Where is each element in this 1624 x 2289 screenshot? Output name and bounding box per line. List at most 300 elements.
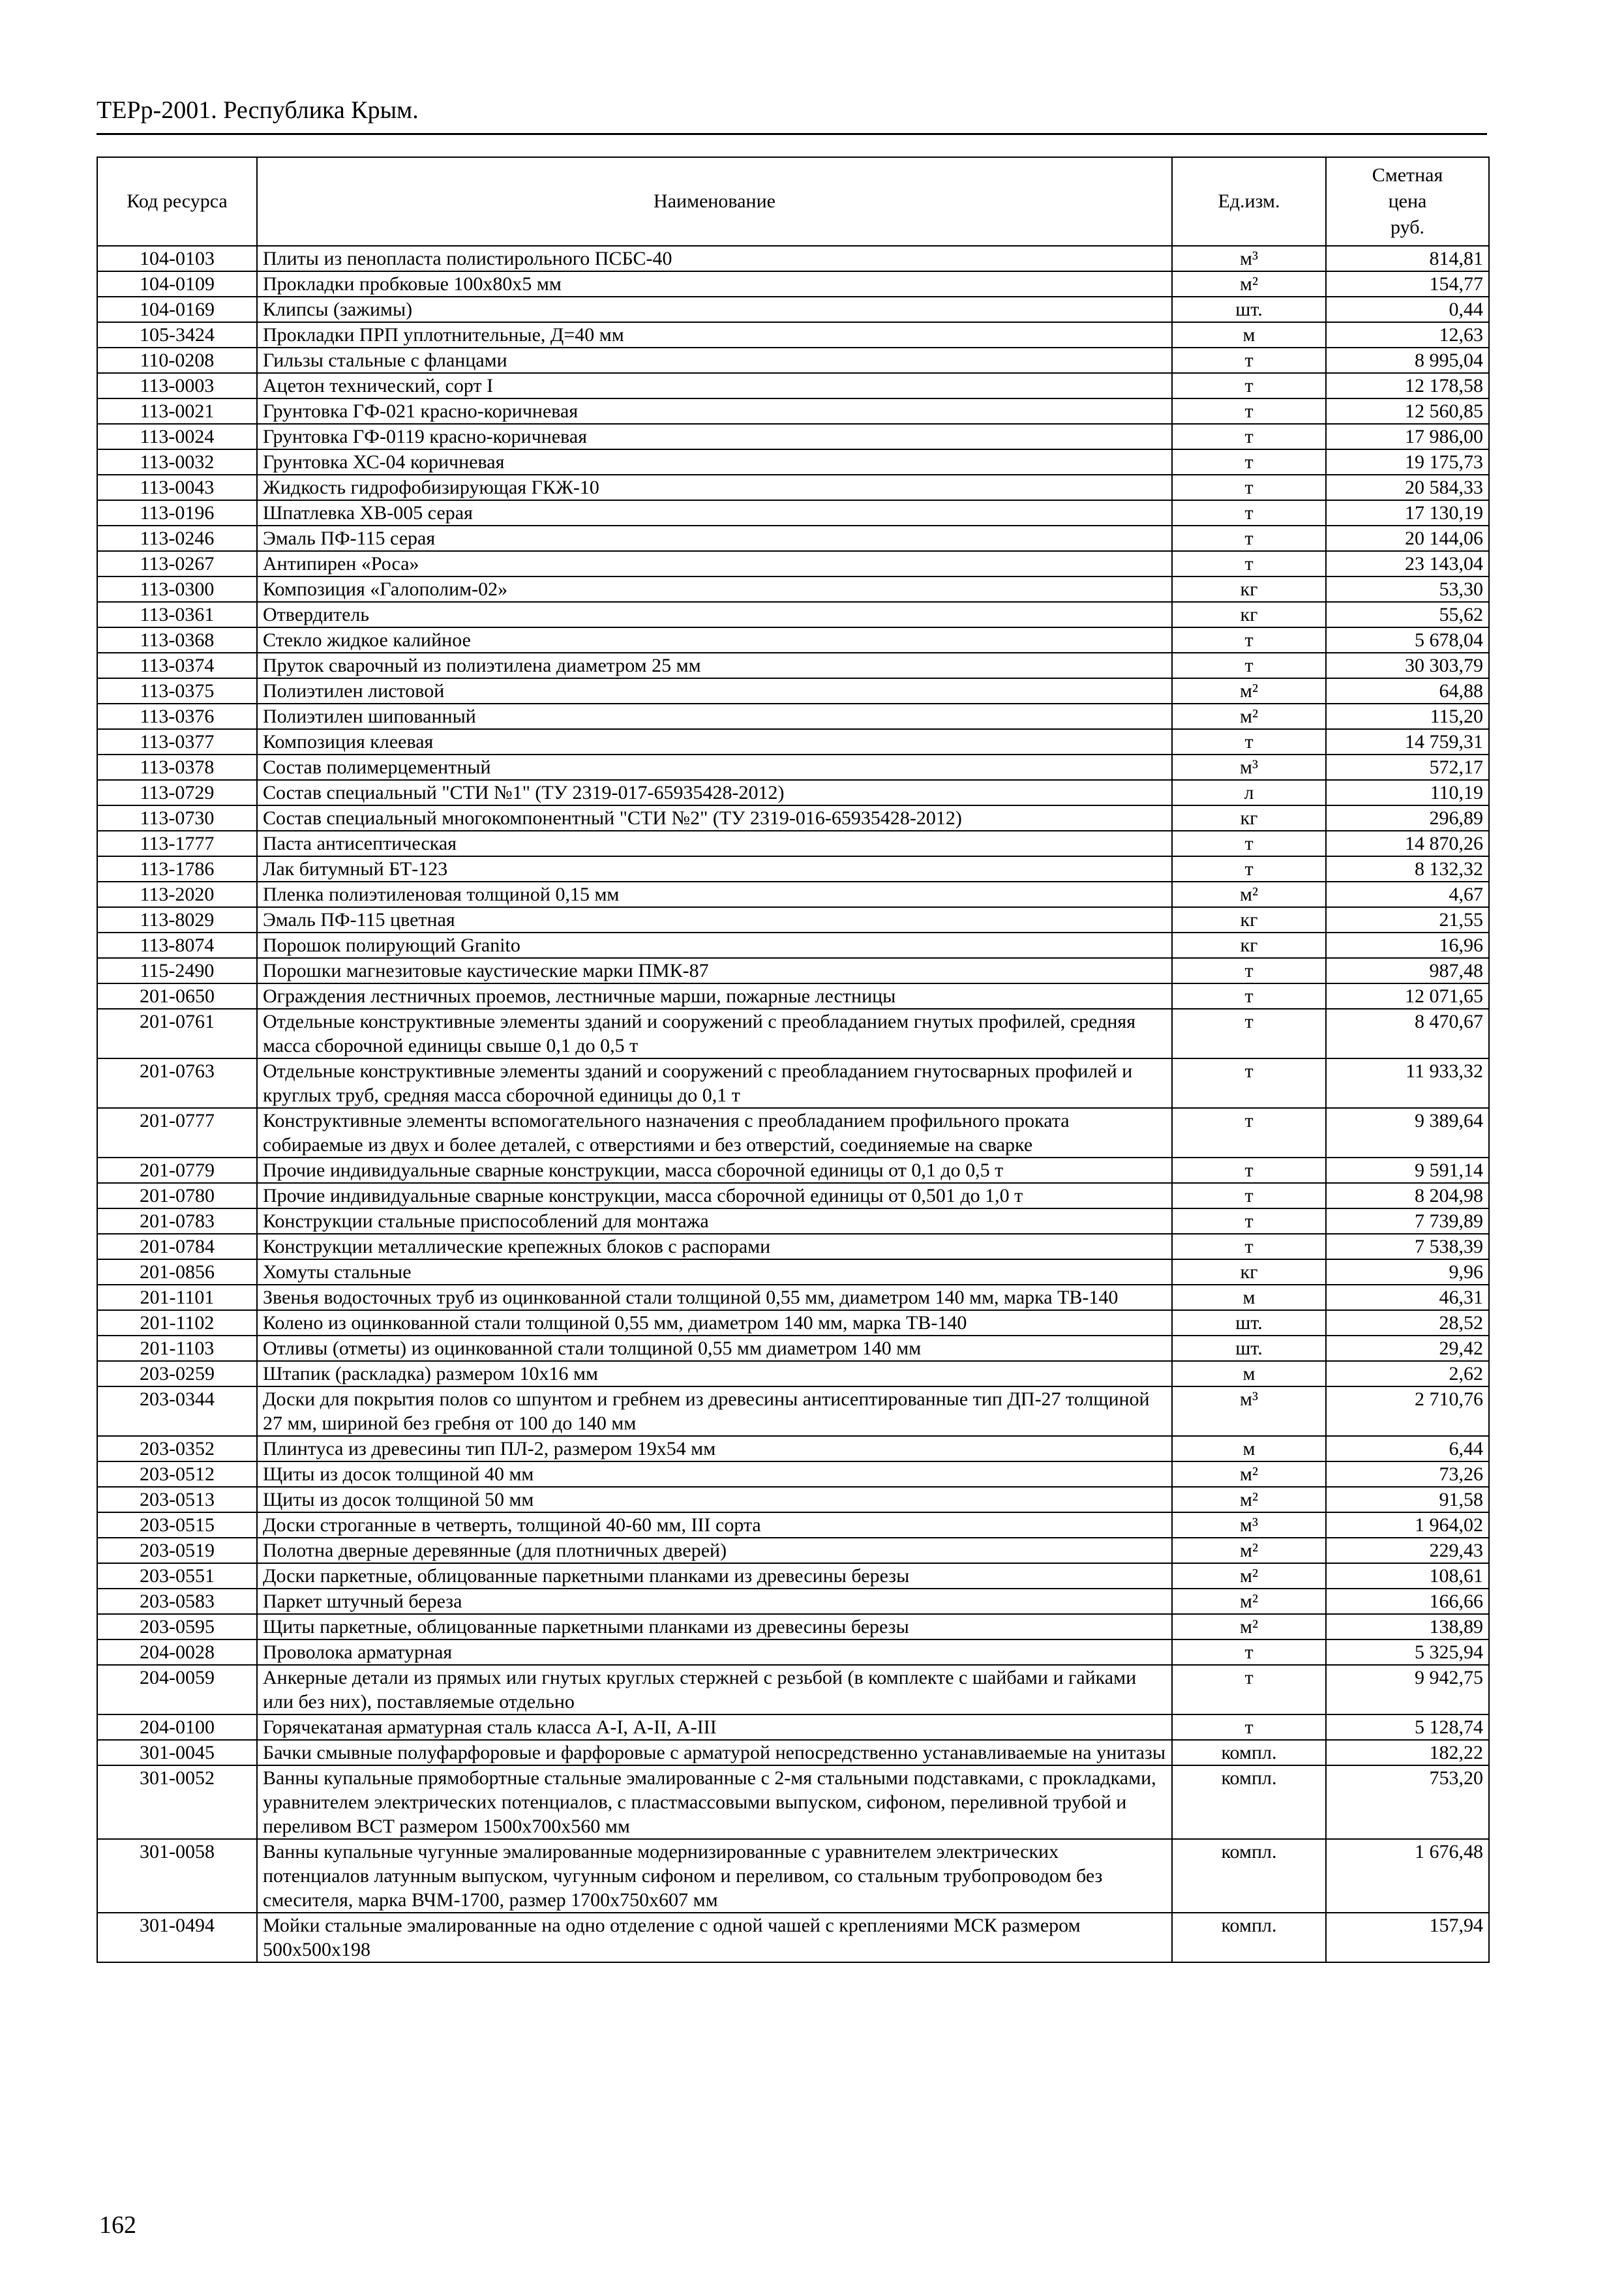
estimated-price-cell: 53,30	[1326, 576, 1489, 602]
estimated-price-cell: 1 964,02	[1326, 1512, 1489, 1538]
resource-name-cell: Анкерные детали из прямых или гнутых круглых стержней с резьбой (в комплекте с шайбами и гайками или без них), поставляемые отдельно	[257, 1665, 1172, 1714]
table-row	[97, 653, 1489, 678]
table-row	[97, 1740, 1489, 1765]
resource-name-cell: Пруток сварочный из полиэтилена диаметром 25 мм	[257, 653, 1172, 678]
estimated-price-cell: 753,20	[1326, 1765, 1489, 1839]
estimated-price-cell: 110,19	[1326, 780, 1489, 805]
resource-code-cell: 113-0368	[97, 627, 257, 653]
unit-cell: кг	[1172, 805, 1326, 831]
resource-name-cell: Пленка полиэтиленовая толщиной 0,15 мм	[257, 882, 1172, 907]
table-row	[97, 1183, 1489, 1208]
table-row	[97, 1285, 1489, 1310]
table-row	[97, 297, 1489, 322]
unit-cell: т	[1172, 526, 1326, 551]
resource-code-cell: 113-0024	[97, 424, 257, 449]
estimated-price-cell: 29,42	[1326, 1336, 1489, 1361]
unit-cell: т	[1172, 348, 1326, 373]
table-row	[97, 1058, 1489, 1108]
resource-name-cell: Состав специальный "СТИ №1" (ТУ 2319-017-65935428-2012)	[257, 780, 1172, 805]
resource-code-cell: 201-1101	[97, 1285, 257, 1310]
estimated-price-cell: 987,48	[1326, 958, 1489, 983]
resource-name-cell: Доски паркетные, облицованные паркетными планками из древесины березы	[257, 1563, 1172, 1589]
table-header-row	[97, 157, 1489, 246]
resource-name-cell: Ванны купальные прямобортные стальные эмалированные с 2-мя стальными подставками, с прокладками, уравнителем электрических потенциалов, с пластмассовыми выпуском, сифоном, переливной трубой и переливом ВСТ размером 1500х700х560 мм	[257, 1765, 1172, 1839]
resource-code-cell: 113-0267	[97, 551, 257, 576]
resource-code-cell: 201-0777	[97, 1108, 257, 1158]
price-table-body	[97, 246, 1489, 1962]
estimated-price-cell: 572,17	[1326, 755, 1489, 780]
unit-cell: м²	[1172, 678, 1326, 704]
table-row	[97, 1361, 1489, 1386]
unit-cell: т	[1172, 856, 1326, 882]
resource-code-cell: 113-0032	[97, 449, 257, 475]
estimated-price-cell: 2,62	[1326, 1361, 1489, 1386]
resource-name-cell: Бачки смывные полуфарфоровые и фарфоровые с арматурой непосредственно устанавливаемые на унитазы	[257, 1740, 1172, 1765]
estimated-price-cell: 7 538,39	[1326, 1234, 1489, 1259]
resource-code-cell: 203-0352	[97, 1436, 257, 1461]
resource-name-cell: Клипсы (зажимы)	[257, 297, 1172, 322]
resource-name-cell: Грунтовка ГФ-0119 красно-коричневая	[257, 424, 1172, 449]
resource-code-cell: 115-2490	[97, 958, 257, 983]
estimated-price-cell: 154,77	[1326, 271, 1489, 297]
resource-name-cell: Ограждения лестничных проемов, лестничные марши, пожарные лестницы	[257, 983, 1172, 1009]
resource-code-cell: 201-0784	[97, 1234, 257, 1259]
unit-cell: кг	[1172, 576, 1326, 602]
resource-code-cell: 203-0595	[97, 1614, 257, 1639]
resource-code-cell: 203-0583	[97, 1589, 257, 1614]
resource-name-cell: Антипирен «Роса»	[257, 551, 1172, 576]
table-row	[97, 424, 1489, 449]
unit-cell: м²	[1172, 882, 1326, 907]
unit-cell: м²	[1172, 1614, 1326, 1639]
resource-code-cell: 105-3424	[97, 322, 257, 348]
resource-name-cell: Плиты из пенопласта полистирольного ПСБС-40	[257, 246, 1172, 271]
resource-code-cell: 201-1103	[97, 1336, 257, 1361]
unit-cell: т	[1172, 983, 1326, 1009]
resource-name-cell: Штапик (раскладка) размером 10х16 мм	[257, 1361, 1172, 1386]
table-row	[97, 907, 1489, 933]
table-row	[97, 1208, 1489, 1234]
resource-code-cell: 113-0729	[97, 780, 257, 805]
estimated-price-cell: 12 071,65	[1326, 983, 1489, 1009]
unit-cell: т	[1172, 1009, 1326, 1058]
table-row	[97, 1336, 1489, 1361]
page-header-title: ТЕРр-2001. Республика Крым.	[97, 97, 419, 124]
table-row	[97, 755, 1489, 780]
estimated-price-cell: 8 204,98	[1326, 1183, 1489, 1208]
resource-code-cell: 113-0374	[97, 653, 257, 678]
table-row	[97, 856, 1489, 882]
unit-cell: т	[1172, 373, 1326, 398]
table-row	[97, 1765, 1489, 1839]
unit-cell: компл.	[1172, 1765, 1326, 1839]
estimated-price-cell: 12 560,85	[1326, 398, 1489, 424]
table-row	[97, 1665, 1489, 1714]
table-row	[97, 322, 1489, 348]
resource-code-cell: 113-0361	[97, 602, 257, 627]
resource-name-cell: Паркет штучный береза	[257, 1589, 1172, 1614]
table-row	[97, 831, 1489, 856]
unit-cell: т	[1172, 1183, 1326, 1208]
resource-name-cell: Гильзы стальные с фланцами	[257, 348, 1172, 373]
table-row	[97, 1714, 1489, 1740]
resource-code-cell: 301-0052	[97, 1765, 257, 1839]
unit-cell: кг	[1172, 933, 1326, 958]
resource-code-cell: 301-0045	[97, 1740, 257, 1765]
resource-name-cell: Доски для покрытия полов со шпунтом и гребнем из древесины антисептированные тип ДП-27 толщиной 27 мм, шириной без гребня от 100 до 140 мм	[257, 1386, 1172, 1436]
table-row	[97, 373, 1489, 398]
resource-name-cell: Щиты из досок толщиной 40 мм	[257, 1461, 1172, 1487]
table-row	[97, 1436, 1489, 1461]
table-row	[97, 1614, 1489, 1639]
unit-cell: т	[1172, 398, 1326, 424]
unit-cell: т	[1172, 1208, 1326, 1234]
resource-code-cell: 201-0763	[97, 1058, 257, 1108]
resource-code-cell: 113-0376	[97, 704, 257, 729]
unit-cell: т	[1172, 449, 1326, 475]
header-divider	[97, 133, 1487, 135]
estimated-price-cell: 5 128,74	[1326, 1714, 1489, 1740]
estimated-price-cell: 20 144,06	[1326, 526, 1489, 551]
unit-cell: т	[1172, 1714, 1326, 1740]
resource-name-cell: Отливы (отметы) из оцинкованной стали толщиной 0,55 мм диаметром 140 мм	[257, 1336, 1172, 1361]
unit-cell: т	[1172, 1665, 1326, 1714]
resource-code-cell: 113-0003	[97, 373, 257, 398]
estimated-price-cell: 17 986,00	[1326, 424, 1489, 449]
column-header-name: Наименование	[257, 157, 1172, 246]
table-row	[97, 1487, 1489, 1512]
resource-name-cell: Прокладки пробковые 100х80х5 мм	[257, 271, 1172, 297]
table-row	[97, 933, 1489, 958]
resource-name-cell: Колено из оцинкованной стали толщиной 0,55 мм, диаметром 140 мм, марка ТВ-140	[257, 1310, 1172, 1336]
resource-code-cell: 201-0856	[97, 1259, 257, 1285]
table-row	[97, 1639, 1489, 1665]
resource-code-cell: 201-0650	[97, 983, 257, 1009]
resource-name-cell: Лак битумный БТ-123	[257, 856, 1172, 882]
unit-cell: т	[1172, 1158, 1326, 1183]
estimated-price-cell: 19 175,73	[1326, 449, 1489, 475]
estimated-price-cell: 166,66	[1326, 1589, 1489, 1614]
estimated-price-cell: 157,94	[1326, 1913, 1489, 1962]
estimated-price-cell: 9 942,75	[1326, 1665, 1489, 1714]
unit-cell: т	[1172, 424, 1326, 449]
estimated-price-cell: 2 710,76	[1326, 1386, 1489, 1436]
unit-cell: т	[1172, 627, 1326, 653]
resource-name-cell: Доски строганные в четверть, толщиной 40-60 мм, III сорта	[257, 1512, 1172, 1538]
table-row	[97, 1108, 1489, 1158]
resource-name-cell: Прокладки ПРП уплотнительные, Д=40 мм	[257, 322, 1172, 348]
resource-name-cell: Эмаль ПФ-115 серая	[257, 526, 1172, 551]
resource-code-cell: 204-0059	[97, 1665, 257, 1714]
resource-code-cell: 104-0169	[97, 297, 257, 322]
resource-name-cell: Грунтовка ГФ-021 красно-коричневая	[257, 398, 1172, 424]
estimated-price-cell: 4,67	[1326, 882, 1489, 907]
resource-name-cell: Полиэтилен шипованный	[257, 704, 1172, 729]
estimated-price-cell: 17 130,19	[1326, 500, 1489, 526]
resource-name-cell: Конструкции металлические крепежных блоков с распорами	[257, 1234, 1172, 1259]
unit-cell: т	[1172, 729, 1326, 755]
table-row	[97, 271, 1489, 297]
column-header-code: Код ресурса	[97, 157, 257, 246]
unit-cell: т	[1172, 1108, 1326, 1158]
table-row	[97, 882, 1489, 907]
unit-cell: м²	[1172, 271, 1326, 297]
unit-cell: т	[1172, 1234, 1326, 1259]
resource-code-cell: 203-0551	[97, 1563, 257, 1589]
resource-name-cell: Состав полимерцементный	[257, 755, 1172, 780]
table-row	[97, 627, 1489, 653]
table-row	[97, 1913, 1489, 1962]
resource-name-cell: Эмаль ПФ-115 цветная	[257, 907, 1172, 933]
resource-name-cell: Композиция «Галополим-02»	[257, 576, 1172, 602]
resource-code-cell: 201-0779	[97, 1158, 257, 1183]
unit-cell: т	[1172, 500, 1326, 526]
unit-cell: м²	[1172, 1461, 1326, 1487]
resource-name-cell: Звенья водосточных труб из оцинкованной стали толщиной 0,55 мм, диаметром 140 мм, марка ТВ-140	[257, 1285, 1172, 1310]
resource-code-cell: 203-0515	[97, 1512, 257, 1538]
estimated-price-cell: 20 584,33	[1326, 475, 1489, 500]
resource-name-cell: Прочие индивидуальные сварные конструкции, масса сборочной единицы от 0,1 до 0,5 т	[257, 1158, 1172, 1183]
table-row	[97, 958, 1489, 983]
table-row	[97, 1009, 1489, 1058]
unit-cell: м	[1172, 322, 1326, 348]
unit-cell: м²	[1172, 1487, 1326, 1512]
table-row	[97, 1538, 1489, 1563]
resource-code-cell: 113-0375	[97, 678, 257, 704]
resource-name-cell: Горячекатаная арматурная сталь класса А-I, А-II, А-III	[257, 1714, 1172, 1740]
table-row	[97, 602, 1489, 627]
unit-cell: м²	[1172, 1589, 1326, 1614]
resource-code-cell: 104-0103	[97, 246, 257, 271]
resource-name-cell: Полиэтилен листовой	[257, 678, 1172, 704]
table-row	[97, 551, 1489, 576]
resource-name-cell: Проволока арматурная	[257, 1639, 1172, 1665]
resource-code-cell: 113-8029	[97, 907, 257, 933]
estimated-price-cell: 14 759,31	[1326, 729, 1489, 755]
unit-cell: л	[1172, 780, 1326, 805]
resource-code-cell: 204-0028	[97, 1639, 257, 1665]
estimated-price-cell: 21,55	[1326, 907, 1489, 933]
table-row	[97, 1589, 1489, 1614]
resource-code-cell: 113-0196	[97, 500, 257, 526]
resource-name-cell: Отвердитель	[257, 602, 1172, 627]
resource-code-cell: 113-2020	[97, 882, 257, 907]
table-row	[97, 1234, 1489, 1259]
resource-name-cell: Конструкции стальные приспособлений для монтажа	[257, 1208, 1172, 1234]
table-row	[97, 1386, 1489, 1436]
unit-cell: т	[1172, 831, 1326, 856]
unit-cell: м²	[1172, 1563, 1326, 1589]
estimated-price-cell: 64,88	[1326, 678, 1489, 704]
table-row	[97, 805, 1489, 831]
estimated-price-cell: 9 389,64	[1326, 1108, 1489, 1158]
estimated-price-cell: 1 676,48	[1326, 1839, 1489, 1913]
unit-cell: компл.	[1172, 1839, 1326, 1913]
estimated-price-cell: 28,52	[1326, 1310, 1489, 1336]
estimated-price-cell: 5 678,04	[1326, 627, 1489, 653]
resource-code-cell: 203-0259	[97, 1361, 257, 1386]
page-number: 162	[99, 2211, 136, 2239]
estimated-price-cell: 55,62	[1326, 602, 1489, 627]
resource-code-cell: 113-1786	[97, 856, 257, 882]
table-row	[97, 246, 1489, 271]
resource-code-cell: 113-1777	[97, 831, 257, 856]
resource-name-cell: Порошки магнезитовые каустические марки ПМК-87	[257, 958, 1172, 983]
resource-name-cell: Ацетон технический, сорт I	[257, 373, 1172, 398]
table-row	[97, 780, 1489, 805]
unit-cell: шт.	[1172, 297, 1326, 322]
resource-code-cell: 113-0021	[97, 398, 257, 424]
estimated-price-cell: 182,22	[1326, 1740, 1489, 1765]
resource-name-cell: Композиция клеевая	[257, 729, 1172, 755]
resource-code-cell: 301-0058	[97, 1839, 257, 1913]
unit-cell: т	[1172, 1058, 1326, 1108]
resource-name-cell: Порошок полирующий Granito	[257, 933, 1172, 958]
unit-cell: кг	[1172, 602, 1326, 627]
table-row	[97, 1563, 1489, 1589]
table-row	[97, 500, 1489, 526]
table-row	[97, 983, 1489, 1009]
table-row	[97, 475, 1489, 500]
resource-code-cell: 110-0208	[97, 348, 257, 373]
estimated-price-cell: 16,96	[1326, 933, 1489, 958]
estimated-price-cell: 8 470,67	[1326, 1009, 1489, 1058]
estimated-price-cell: 6,44	[1326, 1436, 1489, 1461]
estimated-price-cell: 46,31	[1326, 1285, 1489, 1310]
estimated-price-cell: 9 591,14	[1326, 1158, 1489, 1183]
column-header-unit: Ед.изм.	[1172, 157, 1326, 246]
resource-code-cell: 201-0783	[97, 1208, 257, 1234]
resource-name-cell: Отдельные конструктивные элементы зданий и сооружений с преобладанием гнутосварных профилей и круглых труб, средняя масса сборочной единицы до 0,1 т	[257, 1058, 1172, 1108]
table-row	[97, 704, 1489, 729]
estimated-price-cell: 0,44	[1326, 297, 1489, 322]
unit-cell: т	[1172, 1639, 1326, 1665]
resource-code-cell: 113-0300	[97, 576, 257, 602]
unit-cell: м	[1172, 1436, 1326, 1461]
unit-cell: м	[1172, 1361, 1326, 1386]
unit-cell: шт.	[1172, 1336, 1326, 1361]
table-row	[97, 729, 1489, 755]
estimated-price-cell: 296,89	[1326, 805, 1489, 831]
resource-code-cell: 113-0377	[97, 729, 257, 755]
estimated-price-cell: 7 739,89	[1326, 1208, 1489, 1234]
table-row	[97, 576, 1489, 602]
unit-cell: м³	[1172, 246, 1326, 271]
estimated-price-cell: 23 143,04	[1326, 551, 1489, 576]
estimated-price-cell: 9,96	[1326, 1259, 1489, 1285]
table-row	[97, 1310, 1489, 1336]
unit-cell: м³	[1172, 1512, 1326, 1538]
estimated-price-cell: 138,89	[1326, 1614, 1489, 1639]
resource-code-cell: 113-0246	[97, 526, 257, 551]
unit-cell: т	[1172, 551, 1326, 576]
unit-cell: шт.	[1172, 1310, 1326, 1336]
table-row	[97, 678, 1489, 704]
unit-cell: т	[1172, 653, 1326, 678]
table-row	[97, 398, 1489, 424]
estimated-price-cell: 229,43	[1326, 1538, 1489, 1563]
estimated-price-cell: 11 933,32	[1326, 1058, 1489, 1108]
resource-code-cell: 203-0344	[97, 1386, 257, 1436]
resource-name-cell: Мойки стальные эмалированные на одно отделение с одной чашей с креплениями МСК размером 500х500х198	[257, 1913, 1172, 1962]
table-row	[97, 526, 1489, 551]
resource-code-cell: 113-8074	[97, 933, 257, 958]
resource-name-cell: Отдельные конструктивные элементы зданий и сооружений с преобладанием гнутых профилей, средняя масса сборочной единицы свыше 0,1 до 0,5 т	[257, 1009, 1172, 1058]
resource-name-cell: Плинтуса из древесины тип ПЛ-2, размером 19х54 мм	[257, 1436, 1172, 1461]
estimated-price-cell: 30 303,79	[1326, 653, 1489, 678]
unit-cell: кг	[1172, 1259, 1326, 1285]
resource-name-cell: Стекло жидкое калийное	[257, 627, 1172, 653]
unit-cell: компл.	[1172, 1913, 1326, 1962]
resource-code-cell: 203-0519	[97, 1538, 257, 1563]
unit-cell: т	[1172, 475, 1326, 500]
unit-cell: т	[1172, 958, 1326, 983]
resource-code-cell: 203-0512	[97, 1461, 257, 1487]
table-row	[97, 1512, 1489, 1538]
resource-name-cell: Грунтовка ХС-04 коричневая	[257, 449, 1172, 475]
unit-cell: м³	[1172, 1386, 1326, 1436]
table-row	[97, 348, 1489, 373]
table-row	[97, 1259, 1489, 1285]
estimated-price-cell: 8 995,04	[1326, 348, 1489, 373]
resource-name-cell: Полотна дверные деревянные (для плотничных дверей)	[257, 1538, 1172, 1563]
resource-code-cell: 104-0109	[97, 271, 257, 297]
resource-name-cell: Прочие индивидуальные сварные конструкции, масса сборочной единицы от 0,501 до 1,0 т	[257, 1183, 1172, 1208]
estimated-price-cell: 814,81	[1326, 246, 1489, 271]
unit-cell: м³	[1172, 755, 1326, 780]
resource-name-cell: Конструктивные элементы вспомогательного назначения с преобладанием профильного проката собираемые из двух и более деталей, с отверстиями и без отверстий, соединяемые на сварке	[257, 1108, 1172, 1158]
resource-name-cell: Хомуты стальные	[257, 1259, 1172, 1285]
resource-code-cell: 204-0100	[97, 1714, 257, 1740]
estimated-price-cell: 91,58	[1326, 1487, 1489, 1512]
unit-cell: м²	[1172, 704, 1326, 729]
unit-cell: компл.	[1172, 1740, 1326, 1765]
table-row	[97, 1158, 1489, 1183]
unit-cell: м²	[1172, 1538, 1326, 1563]
resource-code-cell: 113-0378	[97, 755, 257, 780]
estimated-price-cell: 12,63	[1326, 322, 1489, 348]
resource-code-cell: 201-1102	[97, 1310, 257, 1336]
resource-name-cell: Щиты паркетные, облицованные паркетными планками из древесины березы	[257, 1614, 1172, 1639]
resource-name-cell: Паста антисептическая	[257, 831, 1172, 856]
unit-cell: м	[1172, 1285, 1326, 1310]
estimated-price-cell: 5 325,94	[1326, 1639, 1489, 1665]
resource-name-cell: Ванны купальные чугунные эмалированные модернизированные с уравнителем электрических потенциалов латунным выпуском, чугунным сифоном и переливом, со стальным трубопроводом без смесителя, марка ВЧМ-1700, размер 1700х750х607 мм	[257, 1839, 1172, 1913]
resource-name-cell: Щиты из досок толщиной 50 мм	[257, 1487, 1172, 1512]
column-header-price: Сметная цена руб.	[1326, 157, 1489, 246]
estimated-price-cell: 73,26	[1326, 1461, 1489, 1487]
resource-name-cell: Состав специальный многокомпонентный "СТИ №2" (ТУ 2319-016-65935428-2012)	[257, 805, 1172, 831]
price-table	[97, 157, 1490, 1963]
table-row	[97, 449, 1489, 475]
estimated-price-cell: 12 178,58	[1326, 373, 1489, 398]
estimated-price-cell: 115,20	[1326, 704, 1489, 729]
resource-name-cell: Шпатлевка ХВ-005 серая	[257, 500, 1172, 526]
resource-code-cell: 201-0761	[97, 1009, 257, 1058]
resource-code-cell: 113-0043	[97, 475, 257, 500]
table-row	[97, 1839, 1489, 1913]
estimated-price-cell: 14 870,26	[1326, 831, 1489, 856]
resource-code-cell: 203-0513	[97, 1487, 257, 1512]
resource-name-cell: Жидкость гидрофобизирующая ГКЖ-10	[257, 475, 1172, 500]
estimated-price-cell: 108,61	[1326, 1563, 1489, 1589]
estimated-price-cell: 8 132,32	[1326, 856, 1489, 882]
resource-code-cell: 201-0780	[97, 1183, 257, 1208]
resource-code-cell: 301-0494	[97, 1913, 257, 1962]
table-row	[97, 1461, 1489, 1487]
resource-code-cell: 113-0730	[97, 805, 257, 831]
unit-cell: кг	[1172, 907, 1326, 933]
